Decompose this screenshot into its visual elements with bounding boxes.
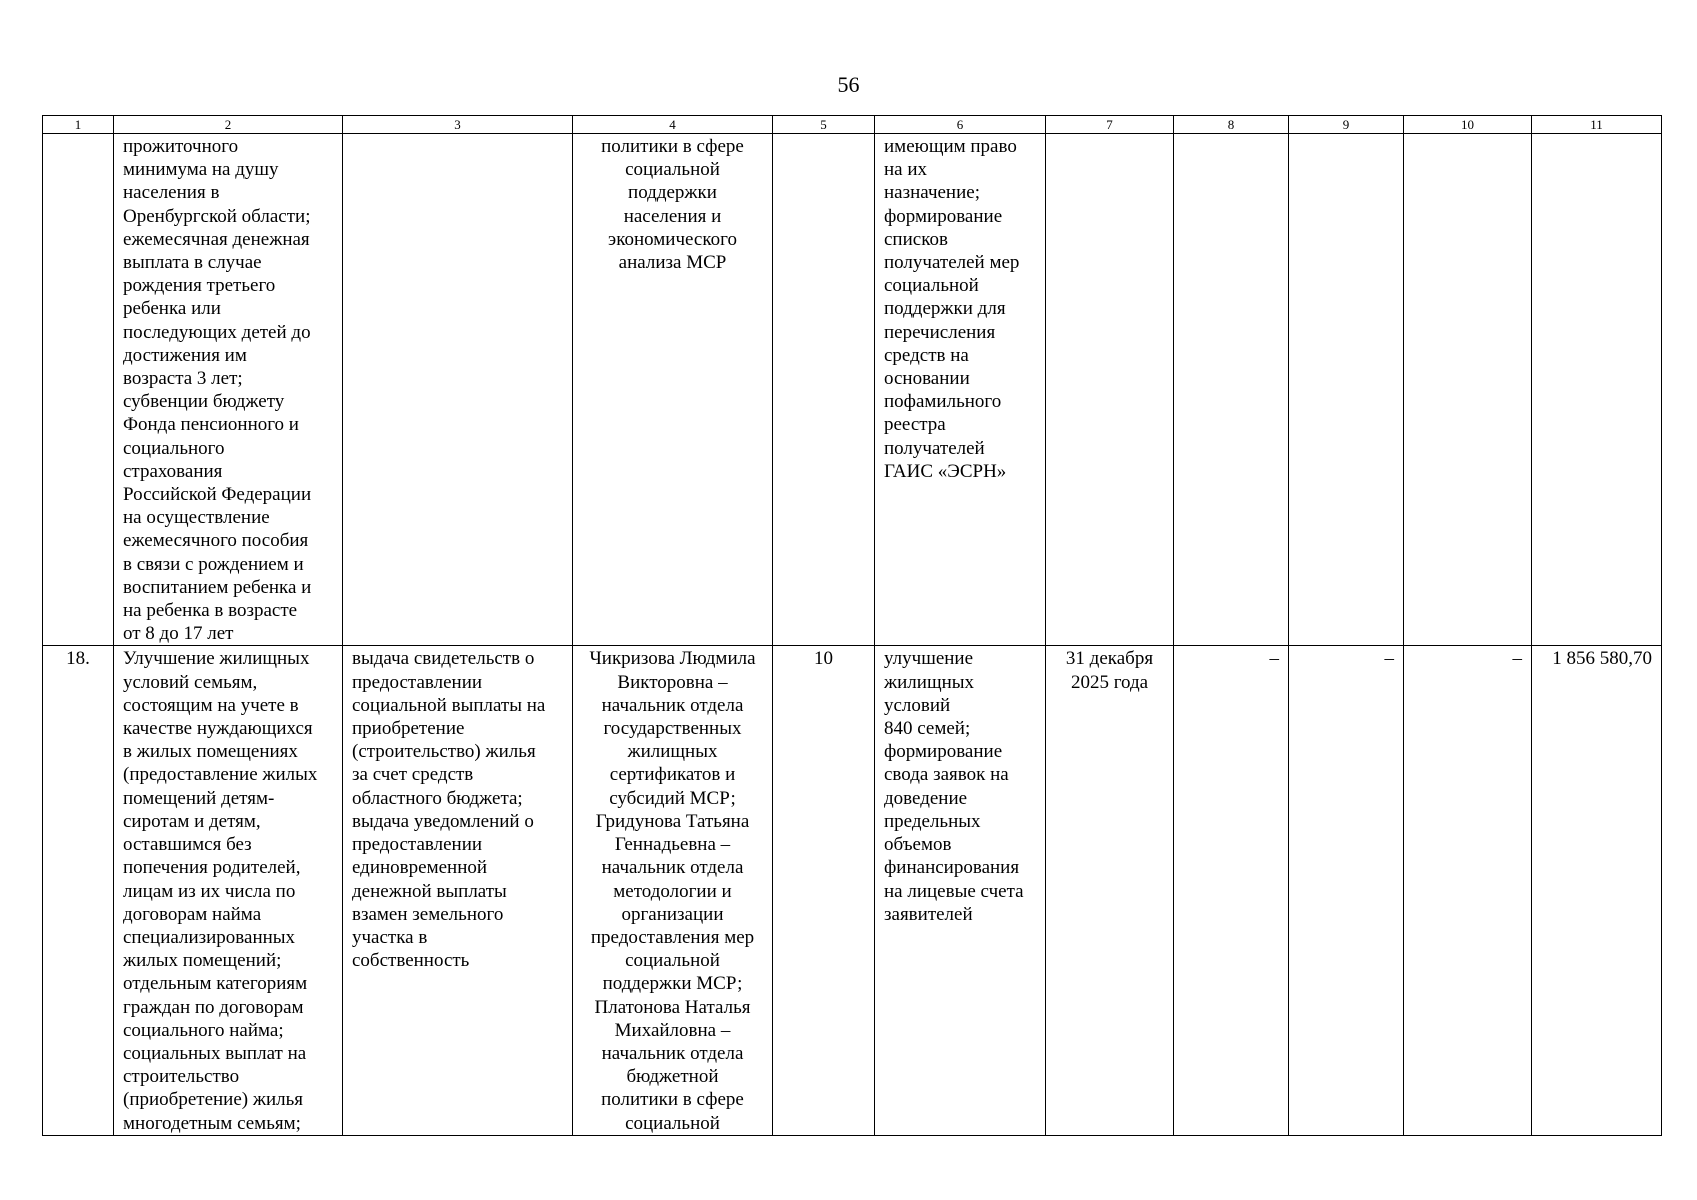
deadline-cell: 31 декабря 2025 года xyxy=(1046,646,1174,1135)
page-number: 56 xyxy=(837,72,860,97)
measure-name-cell: Улучшение жилищных условий семьям, состоящим на учете в качестве нуждающихся в жилых помещениях (предоставление жилых помещений детям- сиротам и детям, оставшимся без попечения родителей, лицам из их числа по договорам найма специализированных жилых помещений; отдельным категориям граждан по договорам социального найма; социальных выплат на строительство (приобретение) жилья многодетным семьям; xyxy=(114,646,343,1135)
column-number: 8 xyxy=(1174,116,1289,134)
col9-cell xyxy=(1289,134,1404,646)
column-number: 4 xyxy=(573,116,773,134)
col8-cell xyxy=(1174,134,1289,646)
row-number-cell xyxy=(43,134,114,646)
column-number: 5 xyxy=(773,116,875,134)
responsible-cell: политики в сфере социальной поддержки населения и экономического анализа МСР xyxy=(573,134,773,646)
column-number: 9 xyxy=(1289,116,1404,134)
column-number: 2 xyxy=(114,116,343,134)
column-number: 7 xyxy=(1046,116,1174,134)
measures-table xyxy=(42,115,1662,1136)
column-number: 3 xyxy=(343,116,573,134)
col5-cell: 10 xyxy=(773,646,875,1135)
amount-cell: 1 856 580,70 xyxy=(1532,646,1662,1135)
col5-cell xyxy=(773,134,875,646)
column-number: 10 xyxy=(1404,116,1532,134)
deadline-cell xyxy=(1046,134,1174,646)
col10-cell: – xyxy=(1404,646,1532,1135)
result-cell xyxy=(343,134,573,646)
col10-cell xyxy=(1404,134,1532,646)
column-number-row xyxy=(43,116,1662,134)
table-row-continuation xyxy=(43,134,1662,646)
table-row-18 xyxy=(43,646,1662,1135)
amount-cell xyxy=(1532,134,1662,646)
indicator-cell: улучшение жилищных условий 840 семей; формирование свода заявок на доведение предельных объемов финансирования на лицевые счета заявителей xyxy=(875,646,1046,1135)
column-number: 11 xyxy=(1532,116,1662,134)
row-number-cell: 18. xyxy=(43,646,114,1135)
responsible-cell: Чикризова Людмила Викторовна – начальник отдела государственных жилищных сертификатов и субсидий МСР; Гридунова Татьяна Геннадьевна – начальник отдела методологии и организации предоставления мер социальной поддержки МСР; Платонова Наталья Михайловна – начальник отдела бюджетной политики в сфере социальной xyxy=(573,646,773,1135)
measure-name-cell: прожиточного минимума на душу населения в Оренбургской области; ежемесячная денежная выплата в случае рождения третьего ребенка или последующих детей до достижения им возраста 3 лет; субвенции бюджету Фонда пенсионного и социального страхования Российской Федерации на осуществление ежемесячного пособия в связи с рождением и воспитанием ребенка и на ребенка в возрасте от 8 до 17 лет xyxy=(114,134,343,646)
column-number: 6 xyxy=(875,116,1046,134)
col9-cell: – xyxy=(1289,646,1404,1135)
col8-cell: – xyxy=(1174,646,1289,1135)
column-number: 1 xyxy=(43,116,114,134)
result-cell: выдача свидетельств о предоставлении социальной выплаты на приобретение (строительство) жилья за счет средств областного бюджета; выдача уведомлений о предоставлении единовременной денежной выплаты взамен земельного участка в собственность xyxy=(343,646,573,1135)
indicator-cell: имеющим право на их назначение; формирование списков получателей мер социальной поддержки для перечисления средств на основании пофамильного реестра получателей ГАИС «ЭСРН» xyxy=(875,134,1046,646)
